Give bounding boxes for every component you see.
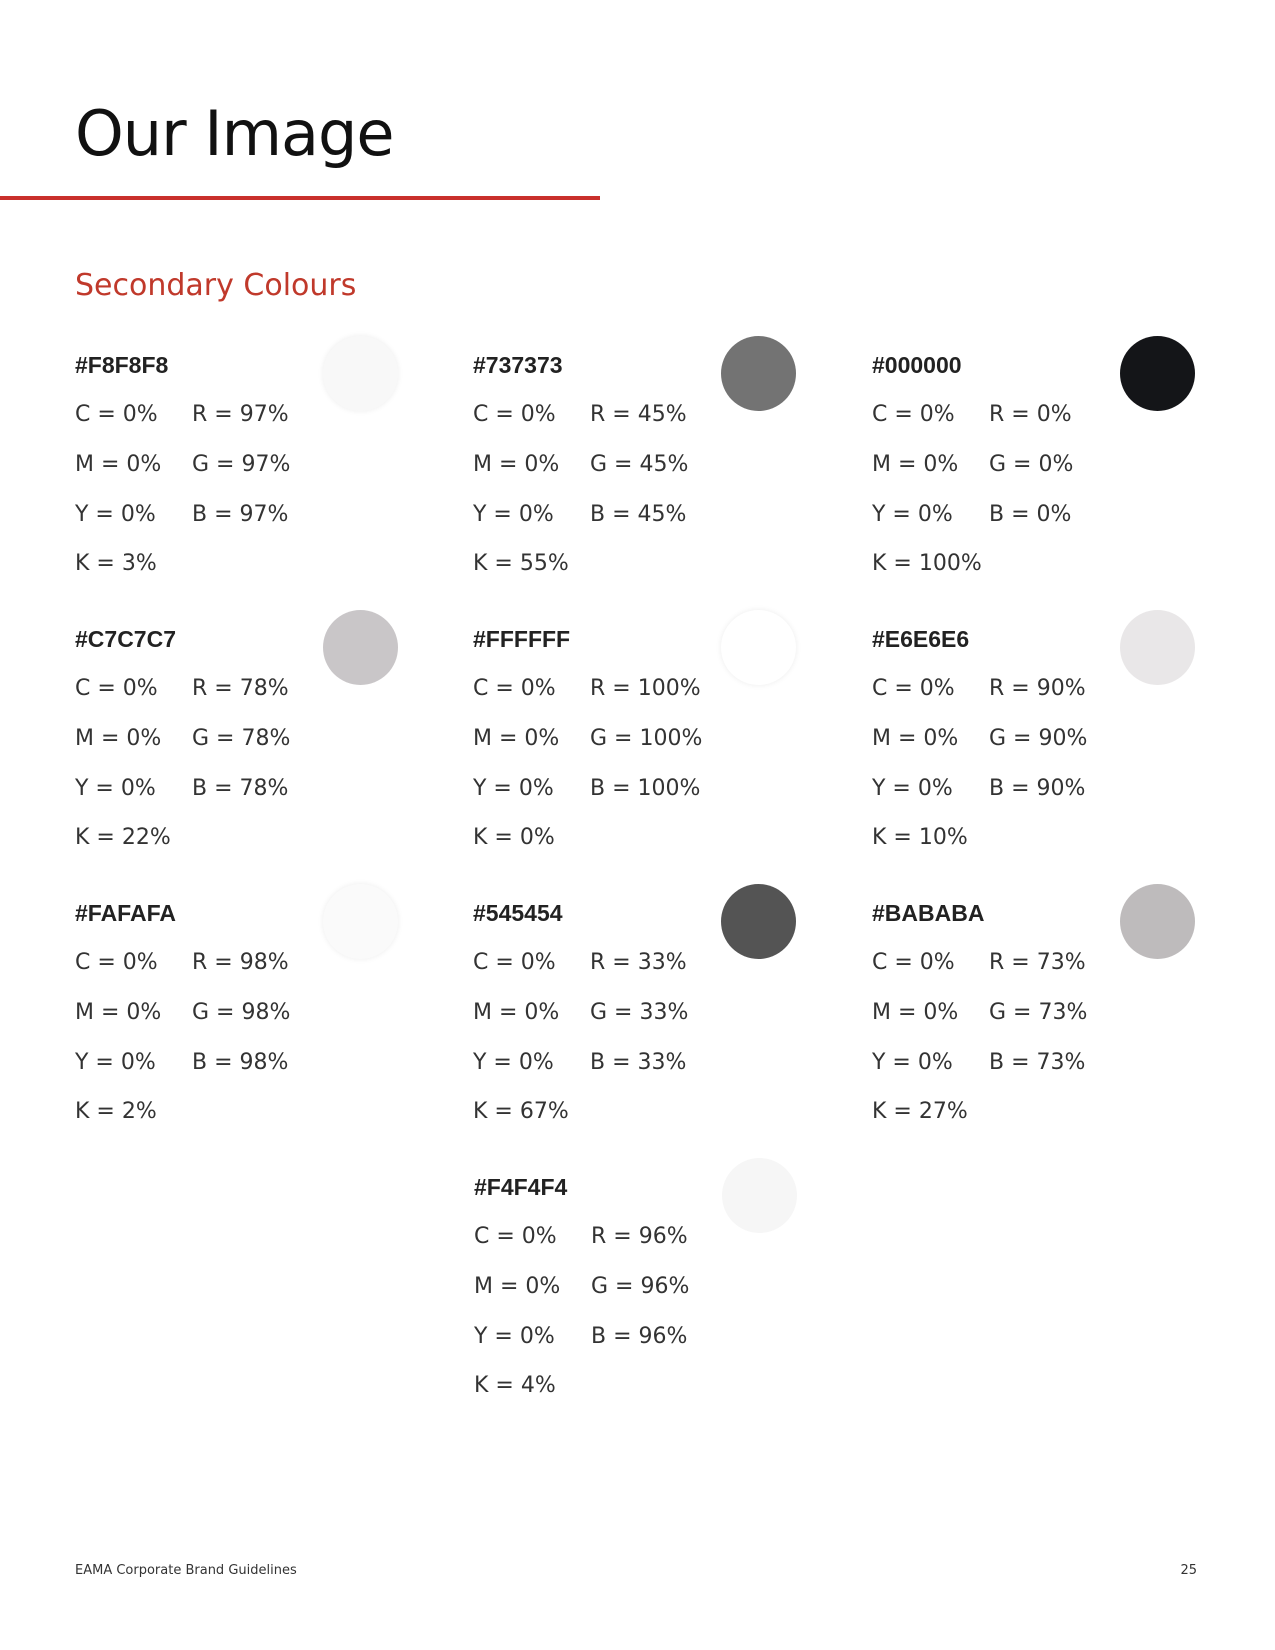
swatch-hex: #F8F8F8 — [75, 352, 169, 378]
swatch-hex: #FFFFFF — [473, 626, 571, 652]
swatch-circle — [323, 884, 398, 959]
cyan-value: C = 0% — [75, 950, 158, 975]
magenta-value: M = 0% — [75, 1000, 162, 1025]
green-value: G = 96% — [591, 1274, 690, 1299]
green-value: G = 90% — [989, 726, 1088, 751]
yellow-value: Y = 0% — [473, 502, 554, 527]
black-value: K = 2% — [75, 1099, 157, 1124]
cyan-value: C = 0% — [872, 402, 955, 427]
blue-value: B = 78% — [192, 776, 289, 801]
swatch-circle — [721, 610, 796, 685]
green-value: G = 73% — [989, 1000, 1088, 1025]
swatch-circle — [323, 610, 398, 685]
magenta-value: M = 0% — [872, 726, 959, 751]
blue-value: B = 97% — [192, 502, 289, 527]
swatch-circle — [722, 1158, 797, 1233]
magenta-value: M = 0% — [872, 452, 959, 477]
blue-value: B = 96% — [591, 1324, 688, 1349]
blue-value: B = 33% — [590, 1050, 687, 1075]
swatch-card-bababa — [872, 902, 1202, 1152]
red-value: R = 90% — [989, 676, 1086, 701]
green-value: G = 97% — [192, 452, 291, 477]
swatch-card-c7c7c7 — [75, 628, 405, 878]
cyan-value: C = 0% — [75, 402, 158, 427]
green-value: G = 33% — [590, 1000, 689, 1025]
swatch-hex: #E6E6E6 — [872, 626, 970, 652]
black-value: K = 55% — [473, 551, 569, 576]
swatch-card-000000 — [872, 354, 1202, 604]
swatch-hex: #BABABA — [872, 900, 985, 926]
title-rule — [0, 196, 600, 200]
cyan-value: C = 0% — [473, 950, 556, 975]
red-value: R = 33% — [590, 950, 687, 975]
black-value: K = 100% — [872, 551, 982, 576]
black-value: K = 22% — [75, 825, 171, 850]
swatch-hex: #FAFAFA — [75, 900, 176, 926]
cyan-value: C = 0% — [75, 676, 158, 701]
black-value: K = 10% — [872, 825, 968, 850]
blue-value: B = 45% — [590, 502, 687, 527]
cyan-value: C = 0% — [872, 950, 955, 975]
magenta-value: M = 0% — [474, 1274, 561, 1299]
cyan-value: C = 0% — [473, 402, 556, 427]
swatch-card-f8f8f8 — [75, 354, 405, 604]
black-value: K = 4% — [474, 1373, 556, 1398]
red-value: R = 100% — [590, 676, 701, 701]
swatch-card-fafafa — [75, 902, 405, 1152]
blue-value: B = 90% — [989, 776, 1086, 801]
black-value: K = 67% — [473, 1099, 569, 1124]
red-value: R = 96% — [591, 1224, 688, 1249]
yellow-value: Y = 0% — [75, 502, 156, 527]
red-value: R = 45% — [590, 402, 687, 427]
yellow-value: Y = 0% — [474, 1324, 555, 1349]
green-value: G = 100% — [590, 726, 703, 751]
magenta-value: M = 0% — [473, 726, 560, 751]
yellow-value: Y = 0% — [872, 502, 953, 527]
page-title: Our Image — [75, 97, 394, 170]
cyan-value: C = 0% — [872, 676, 955, 701]
green-value: G = 98% — [192, 1000, 291, 1025]
red-value: R = 97% — [192, 402, 289, 427]
magenta-value: M = 0% — [473, 452, 560, 477]
section-title: Secondary Colours — [75, 268, 357, 303]
blue-value: B = 0% — [989, 502, 1072, 527]
green-value: G = 45% — [590, 452, 689, 477]
green-value: G = 0% — [989, 452, 1074, 477]
cyan-value: C = 0% — [474, 1224, 557, 1249]
footer-page-number: 25 — [1180, 1563, 1197, 1578]
swatch-hex: #C7C7C7 — [75, 626, 176, 652]
swatch-card-e6e6e6 — [872, 628, 1202, 878]
black-value: K = 27% — [872, 1099, 968, 1124]
swatch-card-737373 — [473, 354, 803, 604]
blue-value: B = 100% — [590, 776, 701, 801]
yellow-value: Y = 0% — [75, 1050, 156, 1075]
blue-value: B = 73% — [989, 1050, 1086, 1075]
yellow-value: Y = 0% — [872, 776, 953, 801]
green-value: G = 78% — [192, 726, 291, 751]
footer-doc-title: EAMA Corporate Brand Guidelines — [75, 1563, 297, 1578]
red-value: R = 0% — [989, 402, 1072, 427]
yellow-value: Y = 0% — [75, 776, 156, 801]
cyan-value: C = 0% — [473, 676, 556, 701]
swatch-circle — [323, 336, 398, 411]
red-value: R = 78% — [192, 676, 289, 701]
magenta-value: M = 0% — [473, 1000, 560, 1025]
swatch-circle — [1120, 610, 1195, 685]
black-value: K = 3% — [75, 551, 157, 576]
swatch-circle — [1120, 884, 1195, 959]
yellow-value: Y = 0% — [872, 1050, 953, 1075]
swatch-hex: #737373 — [473, 352, 563, 378]
swatch-card-f4f4f4 — [474, 1176, 804, 1426]
red-value: R = 73% — [989, 950, 1086, 975]
yellow-value: Y = 0% — [473, 1050, 554, 1075]
swatch-card-ffffff — [473, 628, 803, 878]
red-value: R = 98% — [192, 950, 289, 975]
swatch-hex: #545454 — [473, 900, 563, 926]
swatch-circle — [721, 884, 796, 959]
magenta-value: M = 0% — [872, 1000, 959, 1025]
swatch-hex: #F4F4F4 — [474, 1174, 568, 1200]
swatch-hex: #000000 — [872, 352, 962, 378]
yellow-value: Y = 0% — [473, 776, 554, 801]
magenta-value: M = 0% — [75, 452, 162, 477]
swatch-card-545454 — [473, 902, 803, 1152]
magenta-value: M = 0% — [75, 726, 162, 751]
swatch-circle — [1120, 336, 1195, 411]
swatch-circle — [721, 336, 796, 411]
blue-value: B = 98% — [192, 1050, 289, 1075]
black-value: K = 0% — [473, 825, 555, 850]
